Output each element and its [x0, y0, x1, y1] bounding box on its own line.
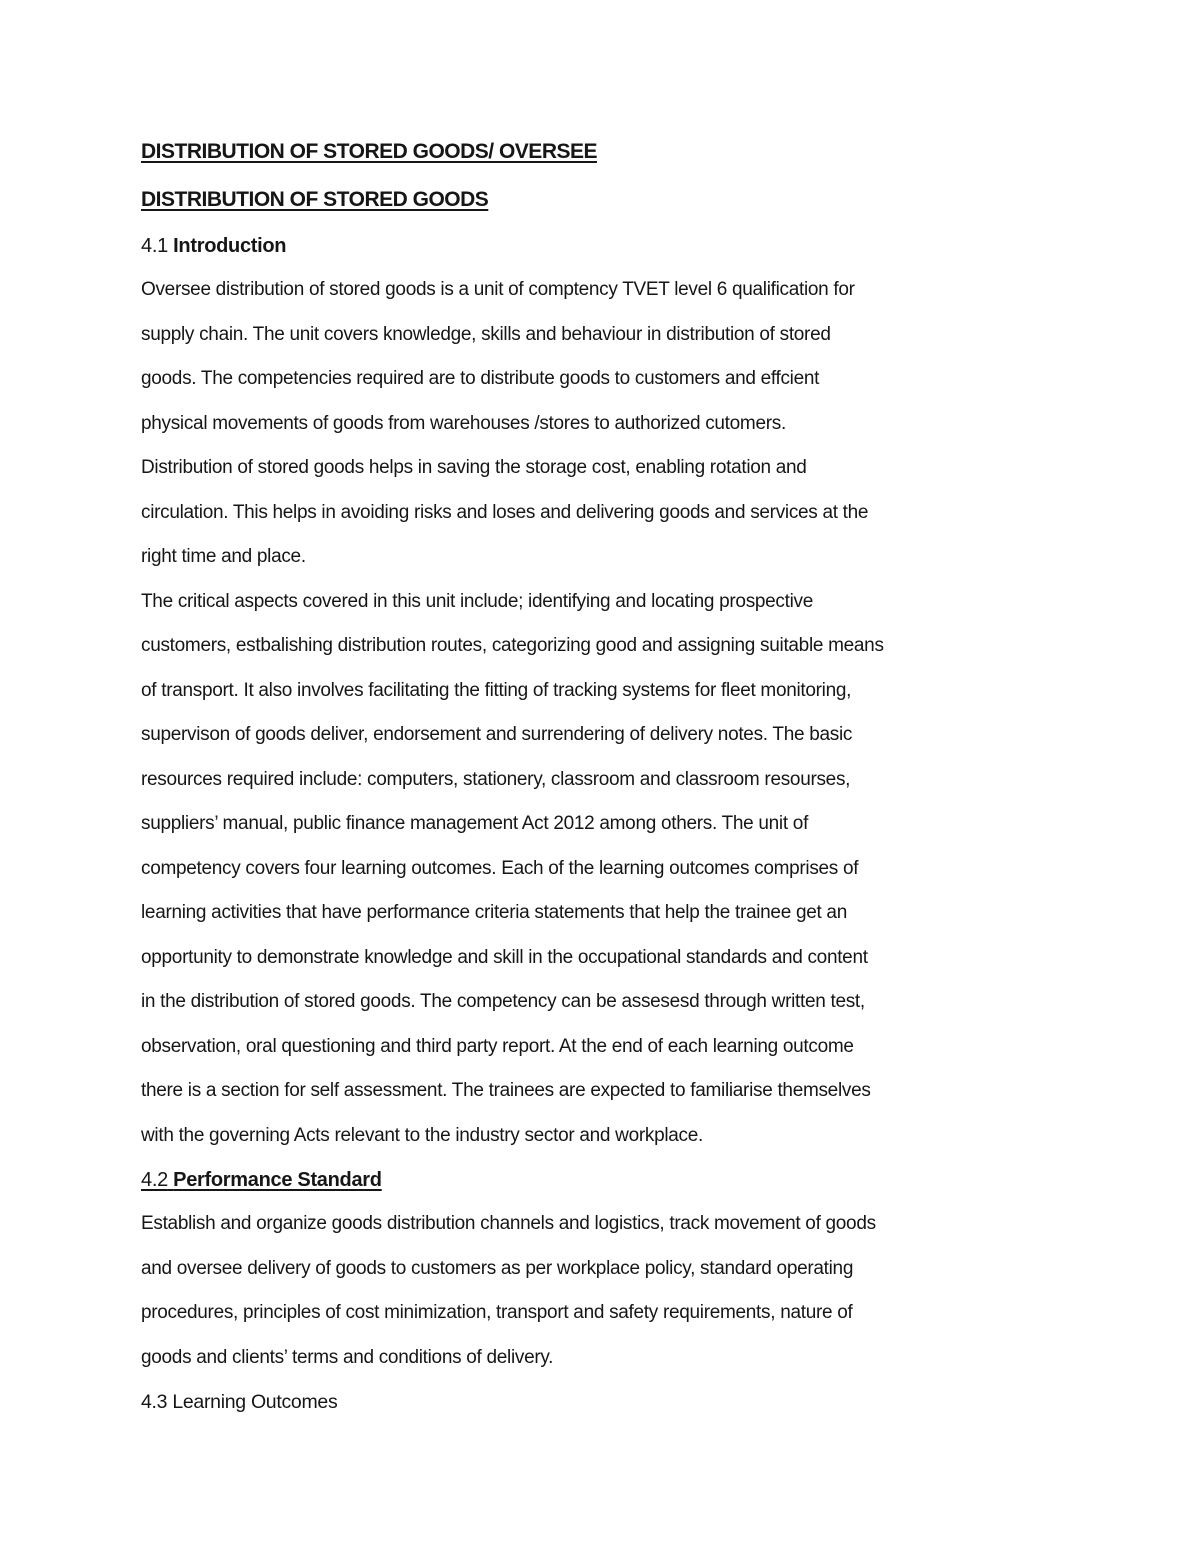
text-line: supply chain. The unit covers knowledge, skills and behaviour in distribution of stored — [141, 323, 831, 345]
text-line: learning activities that have performance criteria statements that help the trainee get an — [141, 902, 847, 923]
section-4-1-number: 4.1 — [141, 235, 168, 257]
text-line: goods. The competencies required are to distribute goods to customers and effcient — [141, 368, 820, 389]
section-4-2-title: Performance Standard — [173, 1169, 382, 1191]
section-4-2-body — [141, 1202, 1090, 1380]
text-line: of transport. It also involves facilitating the fitting of tracking systems for fleet monitoring, — [141, 679, 852, 701]
text-line: customers, estbalishing distribution routes, categorizing good and assigning suitable means — [141, 635, 884, 656]
text-line: with the governing Acts relevant to the industry sector and workplace. — [141, 1124, 703, 1146]
text-line: physical movements of goods from warehouses /stores to authorized cutomers. — [141, 412, 786, 434]
section-4-2-heading — [141, 1158, 1090, 1202]
text-line: there is a section for self assessment. The trainees are expected to familiarise themselves — [141, 1080, 871, 1101]
text-line: Distribution of stored goods helps in saving the storage cost, enabling rotation and — [141, 457, 807, 478]
text-line: suppliers’ manual, public finance management Act 2012 among others. The unit of — [141, 813, 809, 834]
section-4-3-heading: 4.3 Learning Outcomes — [141, 1391, 338, 1413]
document-title-line-1: DISTRIBUTION OF STORED GOODS/ OVERSEE — [141, 140, 597, 163]
text-line: and oversee delivery of goods to customers as per workplace policy, standard operating — [141, 1257, 854, 1279]
section-4-2-number: 4.2 — [141, 1169, 168, 1191]
section-4-1-heading — [141, 224, 1090, 268]
text-line: Establish and organize goods distribution channels and logistics, track movement of goods — [141, 1213, 876, 1234]
text-line: procedures, principles of cost minimization, transport and safety requirements, nature of — [141, 1302, 853, 1323]
text-line: circulation. This helps in avoiding risks and loses and delivering goods and services at the — [141, 501, 869, 523]
text-line: The critical aspects covered in this unit include; identifying and locating prospective — [141, 590, 814, 612]
text-line: opportunity to demonstrate knowledge and skill in the occupational standards and content — [141, 946, 868, 968]
section-4-1-body — [141, 268, 1090, 1158]
text-line: competency covers four learning outcomes. Each of the learning outcomes comprises of — [141, 857, 859, 879]
text-line: right time and place. — [141, 546, 306, 567]
text-line: Oversee distribution of stored goods is a unit of comptency TVET level 6 qualification for — [141, 279, 855, 300]
section-4-1-title: Introduction — [173, 235, 287, 257]
text-line: in the distribution of stored goods. The competency can be assesesd through written test, — [141, 991, 865, 1012]
text-line: resources required include: computers, stationery, classroom and classroom resourses, — [141, 768, 851, 790]
text-line: observation, oral questioning and third party report. At the end of each learning outcome — [141, 1035, 854, 1057]
text-line: supervison of goods deliver, endorsement and surrendering of delivery notes. The basic — [141, 724, 853, 745]
document-title-line-2: DISTRIBUTION OF STORED GOODS — [141, 188, 489, 211]
text-line: goods and clients’ terms and conditions of delivery. — [141, 1346, 554, 1368]
